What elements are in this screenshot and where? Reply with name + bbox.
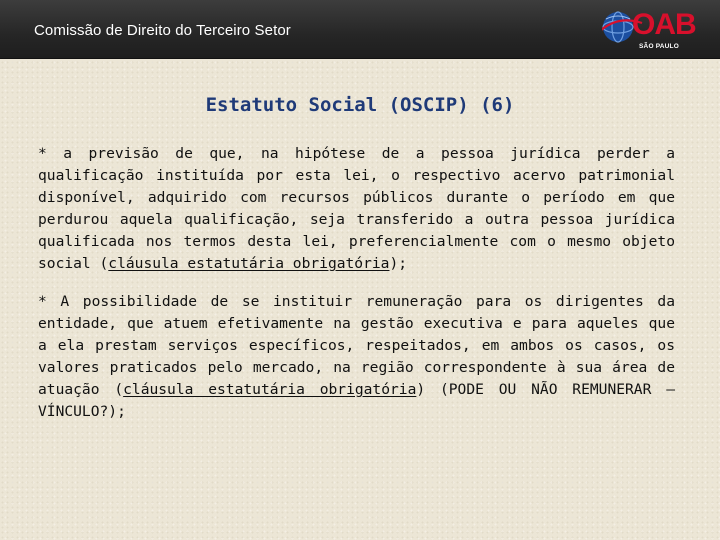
oab-logo — [602, 5, 696, 55]
logo-caption: SÃO PAULO — [639, 43, 679, 50]
paragraph-1 — [38, 143, 675, 275]
header-title: Comissão de Direito do Terceiro Setor — [34, 22, 291, 39]
header-bar — [0, 0, 720, 59]
paragraph-1-end: ); — [389, 255, 408, 272]
slide-title: Estatuto Social (OSCIP) (6) — [205, 94, 515, 116]
slide-content — [38, 143, 675, 439]
paragraph-1-text: * a previsão de que, na hipótese de a pessoa jurídica perder a qualificação instituída por esta lei, o respectivo acervo patrimonial disponível, adquirido com recursos públicos durante o período em que perdurou aquela qualificação, seja transferido a outra pessoa jurídica qualificada nos termos desta lei, preferencialmente com o mesmo objeto social ( — [38, 145, 675, 272]
logo-letters: OAB — [632, 8, 696, 41]
paragraph-2-end: ) (PODE OU NÃO REMUNERAR – VÍNCULO?); — [38, 381, 675, 420]
paragraph-2-underlined: cláusula estatutária obrigatória — [123, 381, 417, 398]
paragraph-2-text: * A possibilidade de se instituir remuneração para os dirigentes da entidade, que atuem efetivamente na gestão executiva e para aqueles que a ela prestam serviços específicos, respeitados, em ambos os casos, os valores praticados pelo mercado, na região correspondente à sua área de atuação ( — [38, 293, 675, 398]
paragraph-2 — [38, 291, 675, 423]
paragraph-1-underlined: cláusula estatutária obrigatória — [108, 255, 390, 272]
